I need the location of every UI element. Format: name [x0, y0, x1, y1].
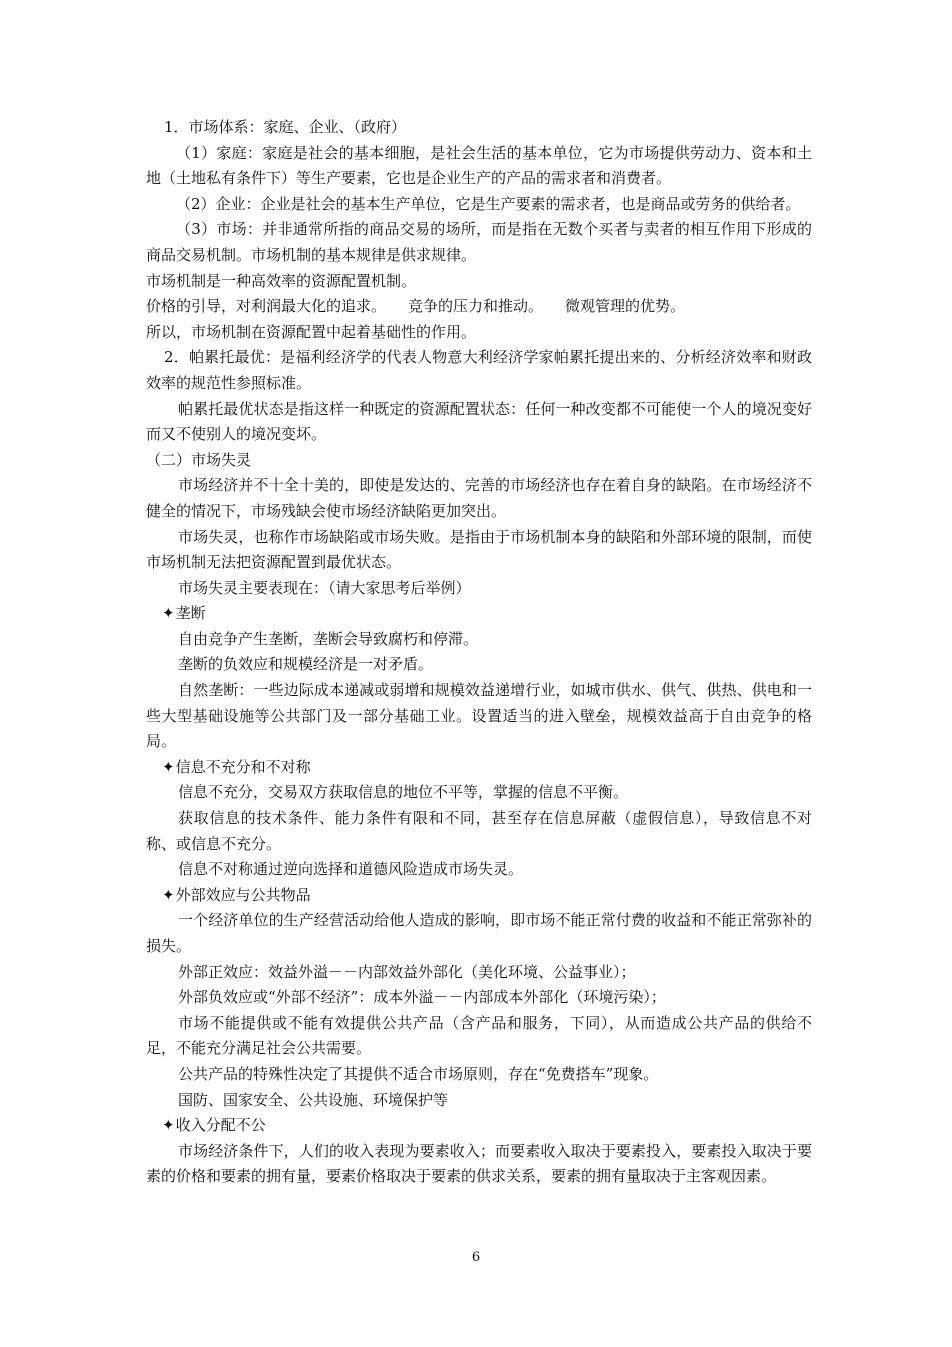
star-bullet-icon: ✦ — [162, 757, 175, 776]
paragraph-monopoly-1: 自由竞争产生垄断，垄断会导致腐朽和停滞。 — [178, 629, 479, 648]
paragraph-free-rider: 公共产品的特殊性决定了其提供不适合市场原则，存在“免费搭车”现象。 — [178, 1064, 659, 1083]
paragraph-market-mechanism: 市场机制是一种高效率的资源配置机制。 — [146, 271, 417, 290]
heading-market-failure: （二）市场失灵 — [146, 450, 252, 469]
paragraph-failure-definition: 市场失灵，也称作市场缺陷或市场失败。是指由于市场机制本身的缺陷和外部环境的限制，而使市场机制无法把资源配置到最优状态。 — [146, 527, 812, 572]
paragraph-enterprise: （2）企业：企业是社会的基本生产单位，它是生产要素的需求者，也是商品或劳务的供给者。 — [176, 194, 801, 213]
paragraph-income: 市场经济条件下，人们的收入表现为要素收入；而要素收入取决于要素投入，要素投入取决于要素的价格和要素的拥有量，要素价格取决于要素的供求关系，要素的拥有量取决于主客观因素。 — [146, 1141, 812, 1186]
paragraph-failure-manifestations: 市场失灵主要表现在：（请大家思考后举例） — [178, 578, 471, 597]
paragraph-info-1: 信息不充分，交易双方获取信息的地位不平等，掌握的信息不平衡。 — [178, 783, 629, 802]
paragraph-public-goods: 市场不能提供或不能有效提供公共产品（含产品和服务，下同），从而造成公共产品的供给不足，不能充分满足社会公共需要。 — [146, 1013, 812, 1058]
paragraph-ext-negative: 外部负效应或“外部不经济”：成本外溢－－内部成本外部化（环境污染）； — [178, 988, 666, 1007]
page-number: 6 — [471, 1250, 481, 1265]
paragraph-ext-1: 一个经济单位的生产经营活动给他人造成的影响，即市场不能正常付费的收益和不能正常弥补的损失。 — [146, 911, 812, 955]
paragraph-conclusion: 所以，市场机制在资源配置中起着基础性的作用。 — [146, 322, 477, 341]
paragraph-ext-positive: 外部正效应：效益外溢－－内部效益外部化（美化环境、公益事业）； — [178, 962, 636, 981]
bullet-information: ✦信息不充分和不对称 — [146, 755, 812, 781]
star-bullet-icon: ✦ — [162, 885, 175, 904]
paragraph-public-examples: 国防、国家安全、公共设施、环境保护等 — [178, 1090, 449, 1109]
star-bullet-icon: ✦ — [162, 604, 175, 623]
document-body — [146, 115, 812, 1190]
bullet-income: ✦收入分配不公 — [146, 1113, 812, 1139]
bullet-monopoly: ✦垄断 — [146, 601, 812, 627]
paragraph-market: （3）市场：并非通常所指的商品交易的场所，而是指在无数个买者与卖者的相互作用下形成的商品交易机制。市场机制的基本规律是供求规律。 — [146, 220, 812, 264]
paragraph-monopoly-2: 垄断的负效应和规模经济是一对矛盾。 — [178, 655, 434, 674]
paragraph-info-3: 信息不对称通过逆向选择和道德风险造成市场失灵。 — [178, 860, 524, 879]
bullet-externality: ✦外部效应与公共物品 — [146, 883, 812, 909]
paragraph-failure-intro: 市场经济并不十全十美的，即使是发达的、完善的市场经济也存在着自身的缺陷。在市场经济不健全的情况下，市场残缺会使市场经济缺陷更加突出。 — [146, 476, 812, 520]
heading-market-system: 1．市场体系：家庭、企业、（政府） — [164, 118, 407, 136]
paragraph-household: （1）家庭：家庭是社会的基本细胞，是社会生活的基本单位，它为市场提供劳动力、资本和土地（土地私有条件下）等生产要素，它也是企业生产的产品的需求者和消费者。 — [146, 143, 812, 188]
paragraph-market-advantages — [146, 294, 812, 320]
advantage-micro: 微观管理的优势。 — [565, 297, 686, 316]
paragraph-pareto-state: 帕累托最优状态是指这样一种既定的资源配置状态：任何一种改变都不可能使一个人的境况变好而又不使别人的境况变坏。 — [146, 399, 812, 444]
star-bullet-icon: ✦ — [162, 1116, 175, 1135]
heading-pareto: 2．帕累托最优：是福利经济学的代表人物意大利经济学家帕累托提出来的、分析经济效率和财政效率的规范性参照标准。 — [146, 348, 812, 392]
paragraph-info-2: 获取信息的技术条件、能力条件有限和不同，甚至存在信息屏蔽（虚假信息），导致信息不对称、或信息不充分。 — [146, 809, 812, 853]
paragraph-natural-monopoly: 自然垄断：一些边际成本递减或弱增和规模效益递增行业，如城市供水、供气、供热、供电和一些大型基础设施等公共部门及一部分基础工业。设置适当的进入壁垒，规模效益高于自由竞争的格局。 — [146, 681, 812, 751]
advantage-price: 价格的引导，对利润最大化的追求。 — [146, 297, 387, 316]
advantage-competition: 竞争的压力和推动。 — [408, 297, 544, 316]
